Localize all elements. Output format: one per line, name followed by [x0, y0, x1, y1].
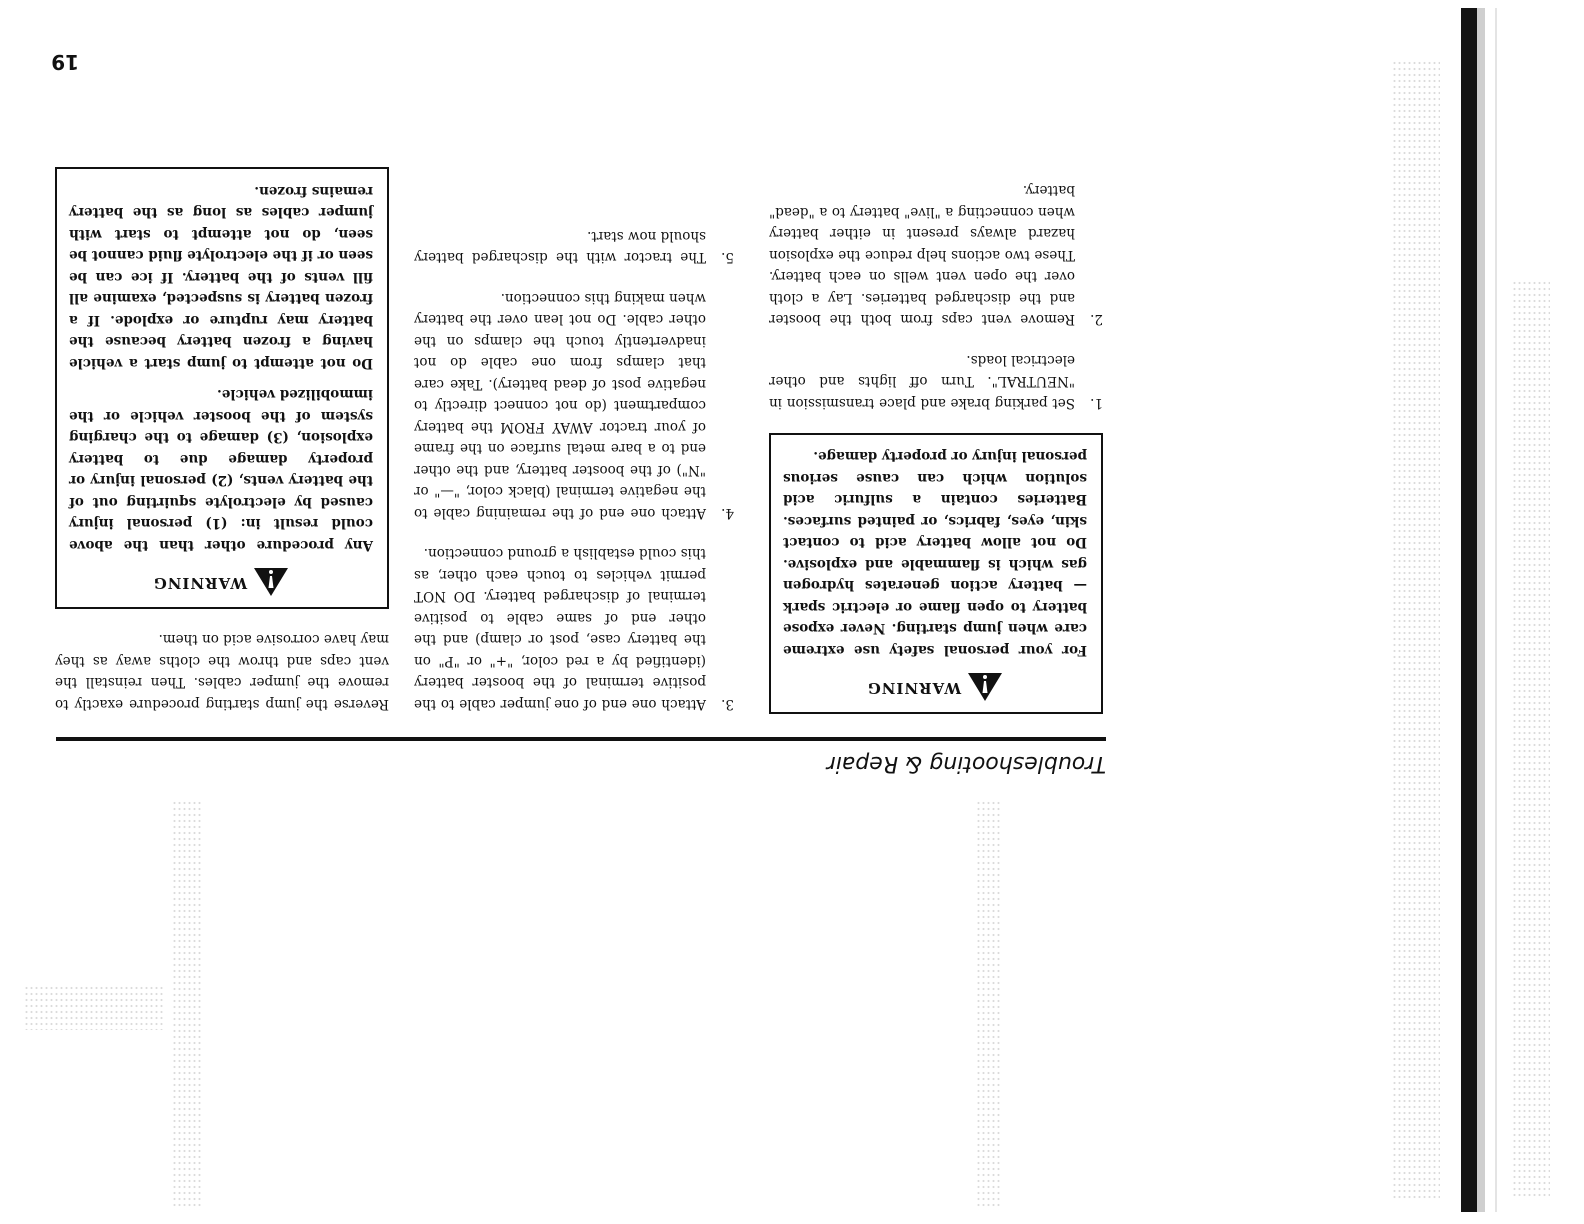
warning-text: Do not attempt to jump start a vehicle having a frozen battery because the battery may rupture or explode. If a frozen battery is suspected, examine all fill vents of the battery. If ice can be seen or if the electrolyte fluid cannot be seen, do not attempt to start with jumper cables as long as the battery remains frozen. [69, 183, 373, 371]
section-title: Troubleshooting & Repair [826, 751, 1106, 776]
step-item [769, 349, 1103, 414]
step-text: The tractor with the discharged battery should now start. [414, 228, 706, 266]
warning-box-safety [769, 433, 1103, 714]
warning-label: WARNING [152, 573, 248, 592]
warning-box-procedure [55, 168, 389, 610]
step-item [414, 225, 734, 268]
warning-triangle-icon [967, 672, 1003, 702]
page-number: 19 [51, 50, 79, 74]
column-right [55, 168, 389, 715]
warning-label: WARNING [866, 678, 962, 697]
warning-header [69, 567, 373, 597]
step-text: Set parking brake and place transmission in "NEUTRAL". Turn off lights and other electrical loads. [769, 352, 1075, 411]
step-item [414, 542, 734, 714]
step-number: 5. [721, 249, 734, 266]
step-text: Remove vent caps from both the booster and the discharged batteries. Lay a cloth over the open vent wells on each battery. These two actions help reduce the explosion hazard always present in either battery when connecting a "live" battery to a "dead" battery. [769, 182, 1075, 328]
step-item [769, 179, 1103, 330]
step-item [414, 287, 734, 524]
steps-list-1 [769, 179, 1103, 413]
warning-header [783, 672, 1087, 702]
step-number: 1. [1090, 395, 1103, 411]
column-left [769, 160, 1103, 714]
step-text: Attach one end of one jumper cable to the positive terminal of the booster battery (identified by a red color, "+" or "P" on the battery case, post or clamp) and the other end of same cable to positive terminal of discharged battery. DO NOT permit vehicles to touch each other, as this could establish a ground connection. [414, 545, 706, 712]
warning-text: Any procedure other than the above could result in: (1) personal injury caused by electrolyte squirting out of the battery vents, (2) personal injury or property damage due to battery explosion, (3) damage to the charging system of the booster vehicle or the immobilized vehicle. [69, 386, 373, 553]
step-text: Attach one end of the remaining cable to the negative terminal (black color, "—" or "N") of the booster battery, and the other end to a bare metal surface on the frame of your tractor AWAY FROM the battery compartment (do not connect directly to negative post of dead battery). Take care that clamps from one cable do not inadvertently touch the clamps on the other cable. Do not lean over the battery when making this connection. [414, 290, 706, 521]
warning-text: For your personal safety use extreme care when jump starting. Never expose battery to open flame or electric spark — battery action generates hydrogen gas which is flammable and explosive. Do not allow battery acid to contact skin, eyes, fabrics, or painted surfaces. Batteries contain a sulfuric acid solution which can cause serious personal injury or property damage. [783, 448, 1087, 658]
steps-list-2 [414, 225, 734, 715]
removal-text: Reverse the jump starting procedure exactly to remove the jumper cables. Then reinstall the vent caps and throw the cloths away as they may have corrosive acid on them. [55, 631, 389, 712]
step-number: 3. [721, 696, 734, 712]
column-middle [414, 206, 734, 715]
warning-triangle-icon [253, 567, 289, 597]
step-number: 2. [1090, 311, 1103, 328]
step-number: 4. [721, 505, 734, 521]
title-rule [56, 737, 1106, 741]
